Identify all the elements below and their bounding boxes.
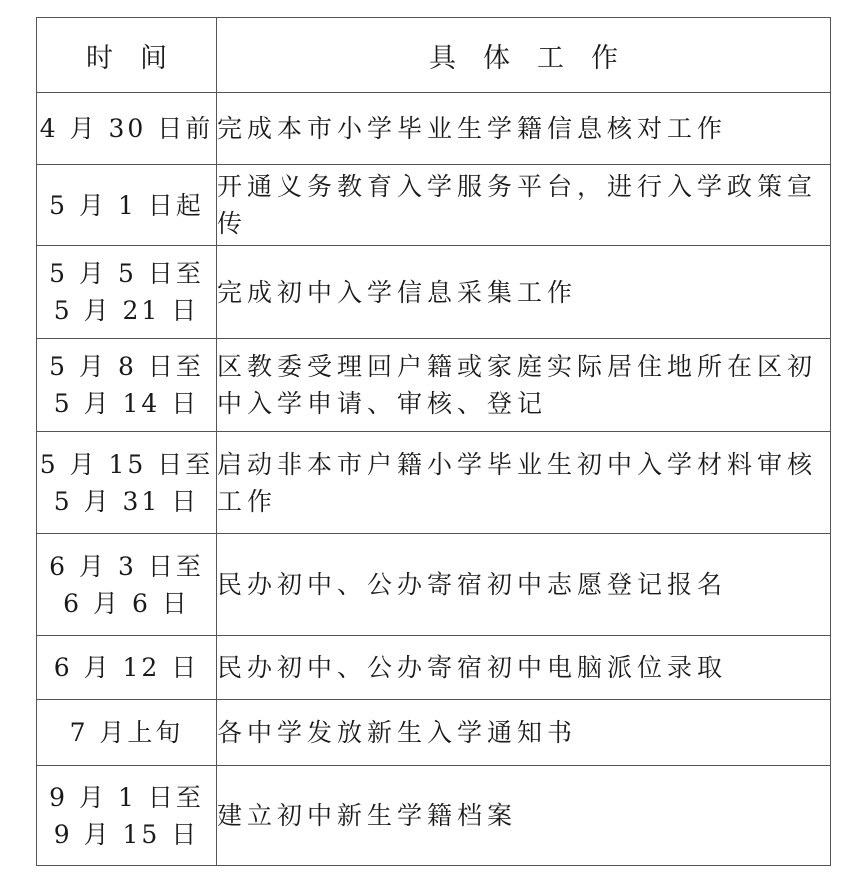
time-line: 9 月 1 日至 (49, 782, 204, 812)
table-row (37, 636, 831, 700)
time-line: 5 月 14 日 (53, 389, 200, 418)
time-cell (37, 766, 217, 866)
table-row (37, 534, 831, 636)
task-text: 民办初中、公办寄宿初中志愿登记报名 (217, 570, 728, 599)
time-line: 9 月 15 日 (53, 819, 200, 849)
task-cell (217, 432, 831, 534)
task-text: 各中学发放新生入学通知书 (217, 718, 578, 747)
task-cell (217, 93, 831, 165)
time-line: 4 月 30 日前 (39, 114, 214, 143)
time-cell (37, 246, 217, 339)
task-text: 启动非本市户籍小学毕业生初中入学材料审核工作 (217, 449, 818, 516)
header-task: 具 体 工 作 (217, 18, 831, 93)
time-line: 6 月 12 日 (53, 653, 200, 682)
header-time: 时 间 (37, 18, 217, 93)
time-cell (37, 165, 217, 246)
time-line: 6 月 6 日 (63, 588, 190, 618)
time-cell (37, 636, 217, 700)
time-line: 5 月 5 日至 (49, 259, 204, 288)
table-row (37, 165, 831, 246)
task-cell (217, 339, 831, 432)
time-line: 7 月上旬 (69, 718, 184, 747)
task-text: 完成本市小学毕业生学籍信息核对工作 (217, 114, 728, 143)
table-row (37, 432, 831, 534)
time-line: 5 月 21 日 (53, 296, 200, 325)
task-cell (217, 766, 831, 866)
time-cell (37, 432, 217, 534)
schedule-table (36, 17, 831, 866)
task-cell (217, 246, 831, 339)
table-row (37, 93, 831, 165)
time-line: 5 月 8 日至 (49, 352, 204, 381)
task-cell (217, 165, 831, 246)
table-row (37, 246, 831, 339)
table-row (37, 339, 831, 432)
time-line: 5 月 31 日 (53, 486, 200, 516)
task-cell (217, 700, 831, 766)
task-text: 区教委受理回户籍或家庭实际居住地所在区初中入学申请、审核、登记 (217, 352, 818, 418)
time-line: 5 月 1 日起 (49, 190, 204, 220)
task-text: 完成初中入学信息采集工作 (217, 277, 578, 307)
time-cell (37, 700, 217, 766)
time-cell (37, 93, 217, 165)
time-cell (37, 534, 217, 636)
task-text: 民办初中、公办寄宿初中电脑派位录取 (217, 653, 728, 682)
header-row (37, 18, 831, 93)
table-row (37, 766, 831, 866)
task-text: 开通义务教育入学服务平台，进行入学政策宣传 (217, 172, 818, 238)
task-cell (217, 636, 831, 700)
task-cell (217, 534, 831, 636)
time-line: 6 月 3 日至 (49, 551, 204, 581)
time-line: 5 月 15 日至 (39, 449, 214, 479)
table-row (37, 700, 831, 766)
task-text: 建立初中新生学籍档案 (217, 801, 518, 830)
time-cell (37, 339, 217, 432)
